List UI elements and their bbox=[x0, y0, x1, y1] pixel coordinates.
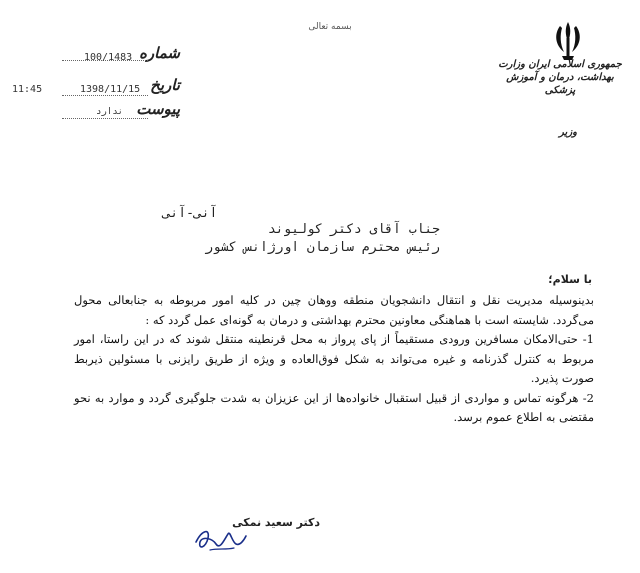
date-dotted-line bbox=[62, 95, 148, 96]
attachment-value: ندارد bbox=[96, 107, 124, 117]
recipient-name: جناب آقای دکتر کولیوند bbox=[267, 222, 440, 237]
iran-emblem-icon bbox=[548, 18, 588, 62]
body-paragraph-item-1: 1- حتی‌الامکان مسافرین ورودی مستقیماً از پای پرواز به محل قرنطینه منتقل شوند که در این راستا، امور مربوط به کنترل گذرنامه و غیره می‌تواند به شکل فوق‌العاده و ویژه از طریق رایزنی با مسئولین ذیربط صورت پذیرد. bbox=[74, 332, 594, 385]
attachment-label: پیوست bbox=[136, 100, 180, 118]
header-invocation: بسمه تعالی bbox=[308, 22, 352, 32]
number-value: 100/1483 bbox=[84, 52, 133, 63]
handwritten-signature bbox=[190, 520, 250, 556]
recipient-title: رئیس محترم سازمان اورژانس کشور bbox=[205, 240, 440, 255]
office-title: وزیر bbox=[559, 127, 577, 138]
attachment-dotted-line bbox=[62, 118, 148, 119]
number-label: شماره bbox=[139, 44, 180, 62]
body-paragraph-item-2: 2- هرگونه تماس و مواردی از قبیل استقبال خانواده‌ها از این عزیزان به شدت جلوگیری گردد و موارد به نحو مقتضی به اطلاع عموم برسد. bbox=[74, 390, 594, 424]
date-label: تاریخ bbox=[150, 76, 180, 94]
signer-name: دکتر سعید نمکی bbox=[232, 516, 320, 529]
urgency-label: آنی-آنی bbox=[162, 206, 218, 221]
body-paragraph-intro: بدینوسیله مدیریت نقل و انتقال دانشجویان منطقه ووهان چین در کلیه امور مربوطه به جنابعالی محول می‌گردد. شایسته است با هماهنگی معاونین محترم بهداشتی و درمان به گونه‌ای عمل گردد که : bbox=[74, 293, 594, 327]
date-value: 1398/11/15 bbox=[80, 84, 141, 95]
time-value: 11:45 bbox=[12, 84, 43, 95]
ministry-title: جمهوری اسلامی ایران وزارت بهداشت، درمان و آموزش پزشکی bbox=[498, 59, 622, 96]
letter-body bbox=[74, 291, 594, 428]
greeting: با سلام؛ bbox=[548, 273, 592, 286]
